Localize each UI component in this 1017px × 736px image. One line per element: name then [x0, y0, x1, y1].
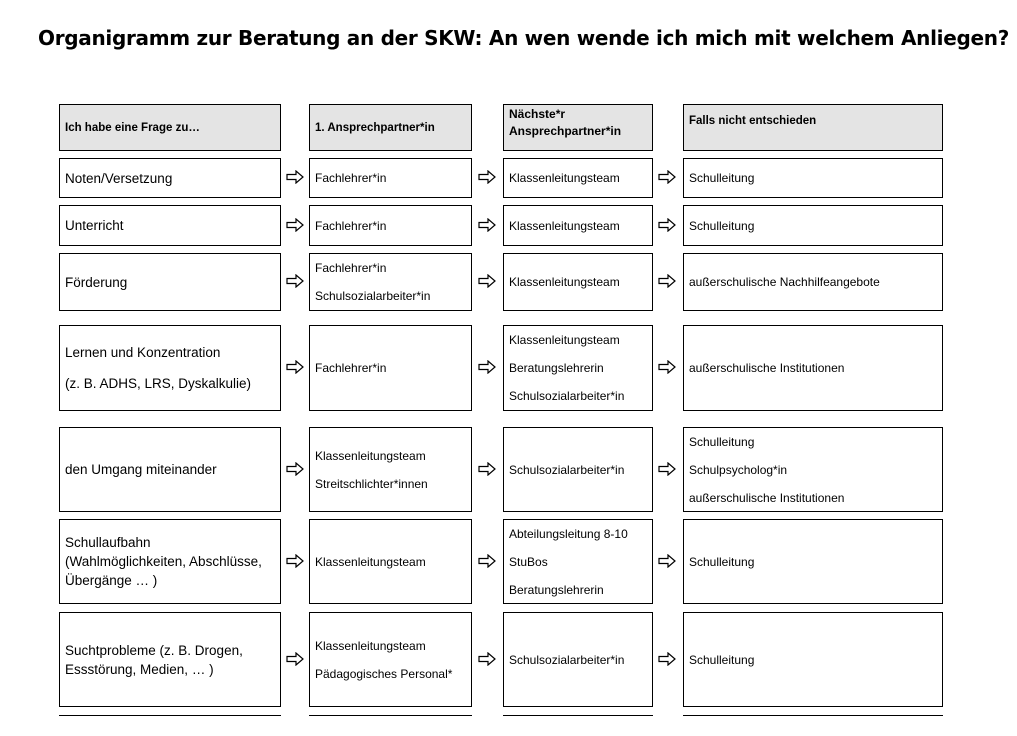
- page-title: Organigramm zur Beratung an der SKW: An wen wende ich mich mit welchem Anliegen?: [38, 26, 1009, 50]
- header-next-contact: [503, 104, 653, 151]
- right-arrow-icon: [478, 360, 496, 374]
- next-contact-cell: [503, 325, 653, 411]
- next-contact-cell-line: Abteilungsleitung 8-10: [509, 526, 628, 541]
- fallback-cell: [683, 519, 943, 604]
- next-contact-cell: [503, 205, 653, 246]
- first-contact-cell-line: Klassenleitungsteam: [315, 638, 426, 653]
- fallback-cell-line: außerschulische Institutionen: [689, 490, 845, 505]
- fallback-cell: [683, 325, 943, 411]
- fallback-cell-line: Schulpsycholog*in: [689, 462, 788, 477]
- next-contact-cell-line: Klassenleitungsteam: [509, 218, 620, 233]
- next-contact-cell: [503, 427, 653, 512]
- next-contact-cell-line: Klassenleitungsteam: [509, 171, 620, 185]
- right-arrow-icon: [286, 274, 304, 288]
- first-contact-cell: [309, 612, 472, 707]
- fallback-cell-line: außerschulische Institutionen: [689, 361, 845, 375]
- topic-cell: [59, 612, 281, 707]
- fallback-cell: [683, 427, 943, 512]
- topic-cell: [59, 325, 281, 411]
- fallback-cell-line: außerschulische Nachhilfeangebote: [689, 275, 880, 289]
- right-arrow-icon: [658, 554, 676, 568]
- first-contact-cell-line: Fachlehrer*in: [315, 261, 387, 275]
- right-arrow-icon: [286, 462, 304, 476]
- first-contact-cell: [309, 158, 472, 198]
- next-contact-cell-line: Schulsozialarbeiter*in: [509, 389, 625, 403]
- right-arrow-icon: [286, 170, 304, 184]
- topic-cell-line: Suchtprobleme (z. B. Drogen,: [65, 642, 243, 658]
- right-arrow-icon: [286, 218, 304, 232]
- fallback-cell: [683, 253, 943, 311]
- header-fallback-label: Falls nicht entschieden: [689, 115, 817, 127]
- next-contact-cell-line: Beratungslehrerin: [509, 361, 604, 375]
- first-contact-cell: [309, 253, 472, 311]
- right-arrow-icon: [658, 652, 676, 666]
- header-first-contact: [309, 104, 472, 151]
- header-first-contact-label: 1. Ansprechpartner*in: [315, 121, 435, 134]
- next-contact-cell: [503, 158, 653, 198]
- first-contact-cell-line: Klassenleitungsteam: [315, 448, 426, 463]
- right-arrow-icon: [478, 554, 496, 568]
- fallback-cell-line: Schulleitung: [689, 554, 755, 569]
- first-contact-cell: [309, 205, 472, 246]
- next-contact-cell: [503, 612, 653, 707]
- column-baseline-next-contact: [503, 715, 653, 716]
- fallback-cell: [683, 612, 943, 707]
- topic-cell: [59, 253, 281, 311]
- right-arrow-icon: [658, 462, 676, 476]
- fallback-cell-line: Schulleitung: [689, 171, 755, 185]
- first-contact-cell: [309, 519, 472, 604]
- next-contact-cell-line: StuBos: [509, 554, 548, 569]
- right-arrow-icon: [286, 360, 304, 374]
- right-arrow-icon: [478, 274, 496, 288]
- topic-cell: [59, 519, 281, 604]
- first-contact-cell-line: Streitschlichter*innen: [315, 476, 428, 491]
- fallback-cell-line: Schulleitung: [689, 434, 755, 449]
- right-arrow-icon: [658, 274, 676, 288]
- topic-cell-line: den Umgang miteinander: [65, 462, 217, 477]
- first-contact-cell: [309, 427, 472, 512]
- first-contact-cell-line: Fachlehrer*in: [315, 361, 387, 375]
- right-arrow-icon: [478, 218, 496, 232]
- topic-cell-line: Förderung: [65, 274, 128, 290]
- topic-cell: [59, 158, 281, 198]
- next-contact-cell-line: Schulsozialarbeiter*in: [509, 652, 625, 667]
- column-baseline-topic: [59, 715, 281, 716]
- topic-cell: [59, 427, 281, 512]
- topic-cell-line: (z. B. ADHS, LRS, Dyskalkulie): [65, 376, 252, 391]
- topic-cell-line: (Wahlmöglichkeiten, Abschlüsse,: [65, 554, 262, 569]
- right-arrow-icon: [478, 652, 496, 666]
- next-contact-cell-line: Klassenleitungsteam: [509, 275, 620, 289]
- header-fallback: [683, 104, 943, 151]
- column-baseline-first-contact: [309, 715, 472, 716]
- header-next-contact-label-2: Ansprechpartner*in: [509, 124, 622, 138]
- first-contact-cell-line: Pädagogisches Personal*: [315, 666, 453, 681]
- fallback-cell-line: Schulleitung: [689, 218, 755, 233]
- column-baseline-fallback: [683, 715, 943, 716]
- next-contact-cell: [503, 253, 653, 311]
- next-contact-cell-line: Klassenleitungsteam: [509, 333, 620, 347]
- next-contact-cell: [503, 519, 653, 604]
- next-contact-cell-line: Beratungslehrerin: [509, 582, 604, 597]
- right-arrow-icon: [478, 170, 496, 184]
- first-contact-cell: [309, 325, 472, 411]
- topic-cell-line: Übergänge … ): [65, 573, 158, 588]
- topic-cell-line: Schullaufbahn: [65, 535, 151, 550]
- right-arrow-icon: [286, 652, 304, 666]
- right-arrow-icon: [286, 554, 304, 568]
- header-topic: [59, 104, 281, 151]
- first-contact-cell-line: Klassenleitungsteam: [315, 554, 426, 569]
- first-contact-cell-line: Fachlehrer*in: [315, 218, 387, 233]
- fallback-cell: [683, 205, 943, 246]
- topic-cell-line: Lernen und Konzentration: [65, 345, 221, 360]
- header-next-contact-label-1: Nächste*r: [509, 107, 566, 121]
- topic-cell-line: Noten/Versetzung: [65, 170, 173, 186]
- topic-cell-line: Unterricht: [65, 218, 124, 233]
- right-arrow-icon: [658, 360, 676, 374]
- first-contact-cell-line: Schulsozialarbeiter*in: [315, 289, 431, 303]
- fallback-cell: [683, 158, 943, 198]
- fallback-cell-line: Schulleitung: [689, 652, 755, 667]
- header-topic-label: Ich habe eine Frage zu…: [65, 121, 200, 134]
- topic-cell: [59, 205, 281, 246]
- first-contact-cell-line: Fachlehrer*in: [315, 171, 387, 185]
- topic-cell-line: Essstörung, Medien, … ): [65, 661, 214, 677]
- next-contact-cell-line: Schulsozialarbeiter*in: [509, 462, 625, 477]
- right-arrow-icon: [658, 170, 676, 184]
- right-arrow-icon: [478, 462, 496, 476]
- right-arrow-icon: [658, 218, 676, 232]
